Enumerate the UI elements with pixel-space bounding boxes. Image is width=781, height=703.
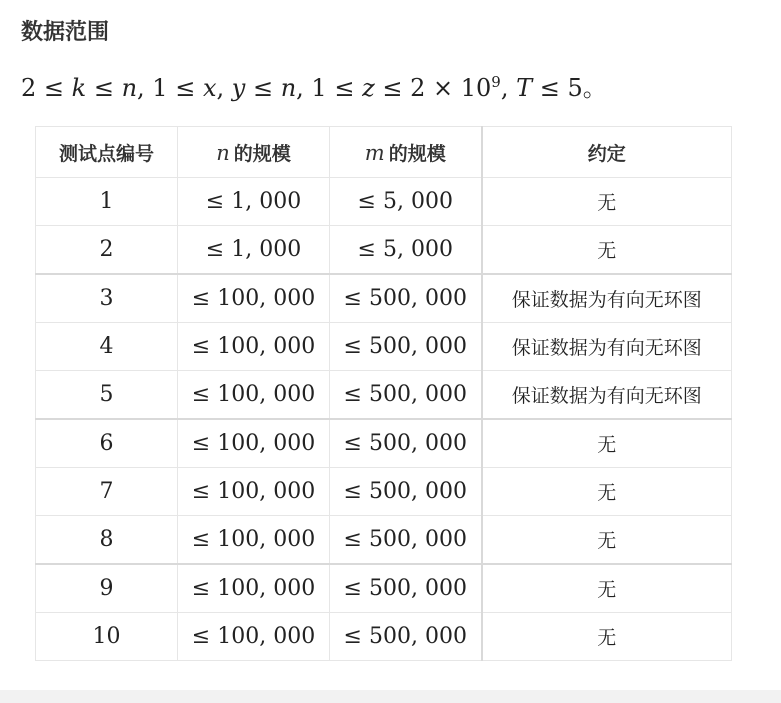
cell-m: ≤ 500, 000 bbox=[330, 468, 482, 516]
formula-var: z bbox=[362, 74, 375, 102]
header-m-var: m bbox=[364, 140, 385, 165]
cell-test-id: 5 bbox=[36, 371, 178, 420]
table-row bbox=[36, 226, 732, 275]
formula-text: , bbox=[500, 74, 517, 102]
formula-var: k bbox=[71, 74, 87, 102]
cell-m: ≤ 5, 000 bbox=[330, 226, 482, 275]
cell-note: 无 bbox=[482, 419, 732, 468]
cell-m: ≤ 500, 000 bbox=[330, 613, 482, 661]
table-row bbox=[36, 323, 732, 371]
cell-note: 无 bbox=[482, 564, 732, 613]
header-n-var: n bbox=[216, 140, 230, 165]
cell-test-id: 4 bbox=[36, 323, 178, 371]
cell-n: ≤ 100, 000 bbox=[178, 419, 330, 468]
table-row bbox=[36, 468, 732, 516]
table-row bbox=[36, 516, 732, 565]
cell-note: 保证数据为有向无环图 bbox=[482, 323, 732, 371]
table-row bbox=[36, 178, 732, 226]
header-convention: 约定 bbox=[482, 127, 732, 178]
cell-note: 无 bbox=[482, 226, 732, 275]
table-row bbox=[36, 371, 732, 420]
table-header-row bbox=[36, 127, 732, 178]
cell-test-id: 3 bbox=[36, 274, 178, 323]
header-n-label: 的规模 bbox=[233, 142, 291, 165]
constraints-table bbox=[35, 126, 732, 661]
formula-var: T bbox=[516, 74, 533, 102]
formula-text: 2 ≤ bbox=[21, 74, 72, 102]
page-footer-strip bbox=[0, 690, 781, 703]
cell-note: 保证数据为有向无环图 bbox=[482, 371, 732, 420]
cell-m: ≤ 500, 000 bbox=[330, 323, 482, 371]
cell-test-id: 1 bbox=[36, 178, 178, 226]
formula-var: x bbox=[202, 74, 217, 102]
cell-m: ≤ 500, 000 bbox=[330, 371, 482, 420]
formula-var: n bbox=[280, 74, 297, 102]
cell-note: 无 bbox=[482, 613, 732, 661]
cell-m: ≤ 500, 000 bbox=[330, 516, 482, 565]
constraint-formula bbox=[21, 70, 607, 106]
table-row bbox=[36, 274, 732, 323]
formula-text: ≤ bbox=[86, 74, 122, 102]
cell-n: ≤ 1, 000 bbox=[178, 226, 330, 275]
table-row bbox=[36, 613, 732, 661]
cell-n: ≤ 100, 000 bbox=[178, 274, 330, 323]
cell-test-id: 6 bbox=[36, 419, 178, 468]
cell-n: ≤ 100, 000 bbox=[178, 371, 330, 420]
cell-n: ≤ 1, 000 bbox=[178, 178, 330, 226]
cell-test-id: 7 bbox=[36, 468, 178, 516]
cell-note: 无 bbox=[482, 178, 732, 226]
table-row bbox=[36, 419, 732, 468]
section-title: 数据范围 bbox=[21, 20, 110, 45]
cell-test-id: 2 bbox=[36, 226, 178, 275]
cell-m: ≤ 500, 000 bbox=[330, 564, 482, 613]
formula-var: y bbox=[231, 74, 246, 102]
cell-n: ≤ 100, 000 bbox=[178, 468, 330, 516]
cell-n: ≤ 100, 000 bbox=[178, 613, 330, 661]
formula-text: , bbox=[216, 74, 232, 102]
cell-n: ≤ 100, 000 bbox=[178, 516, 330, 565]
formula-text: ≤ bbox=[245, 74, 281, 102]
cell-note: 保证数据为有向无环图 bbox=[482, 274, 732, 323]
formula-exponent: 9 bbox=[491, 73, 501, 91]
formula-var: n bbox=[121, 74, 138, 102]
cell-test-id: 9 bbox=[36, 564, 178, 613]
cell-m: ≤ 5, 000 bbox=[330, 178, 482, 226]
header-m-scale bbox=[330, 127, 482, 178]
cell-note: 无 bbox=[482, 516, 732, 565]
header-n-scale bbox=[178, 127, 330, 178]
cell-test-id: 8 bbox=[36, 516, 178, 565]
header-test-id: 测试点编号 bbox=[36, 127, 178, 178]
table-row bbox=[36, 564, 732, 613]
cell-m: ≤ 500, 000 bbox=[330, 419, 482, 468]
header-m-label: 的规模 bbox=[388, 142, 446, 165]
formula-text: ≤ 5。 bbox=[532, 74, 607, 102]
formula-text: ≤ 2 × 10 bbox=[374, 74, 492, 102]
cell-test-id: 10 bbox=[36, 613, 178, 661]
formula-text: , 1 ≤ bbox=[296, 74, 363, 102]
cell-n: ≤ 100, 000 bbox=[178, 564, 330, 613]
cell-n: ≤ 100, 000 bbox=[178, 323, 330, 371]
formula-text: , 1 ≤ bbox=[137, 74, 203, 102]
cell-note: 无 bbox=[482, 468, 732, 516]
cell-m: ≤ 500, 000 bbox=[330, 274, 482, 323]
